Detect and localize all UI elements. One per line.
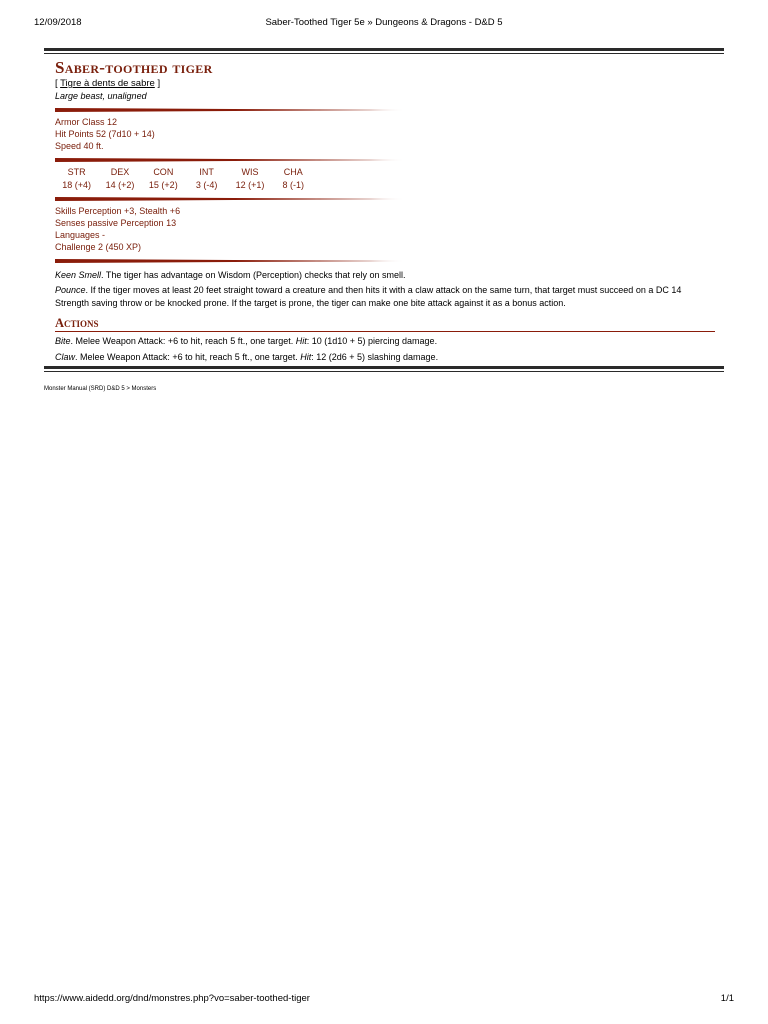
- speed: Speed 40 ft.: [55, 141, 104, 151]
- monster-type: Large beast, unaligned: [55, 91, 147, 101]
- languages: Languages -: [55, 230, 106, 240]
- ability-label: INT: [199, 167, 214, 177]
- actions-heading: Actions: [55, 316, 715, 332]
- ability-value: 18 (+4): [62, 179, 92, 190]
- ability-value: 15 (+2): [148, 179, 178, 190]
- alt-bracket-close: ]: [154, 78, 161, 89]
- ability-label: DEX: [110, 167, 130, 177]
- print-header: [0, 17, 768, 31]
- trait-name: Pounce: [55, 285, 86, 295]
- print-page-number: 1/1: [720, 993, 734, 1004]
- bottom-divider: [44, 366, 724, 372]
- ability-label: CHA: [283, 167, 303, 177]
- hit-points: Hit Points 52 (7d10 + 14): [55, 129, 155, 139]
- action-text: . Melee Weapon Attack: +6 to hit, reach 5 ft., one target.: [75, 352, 301, 362]
- ability-value: 8 (-1): [282, 179, 305, 190]
- monster-name: Saber-toothed tiger: [55, 58, 213, 77]
- action-name: Claw: [55, 352, 76, 362]
- ability-cha: [272, 166, 315, 191]
- print-date: 12/09/2018: [34, 17, 82, 28]
- armor-class: Armor Class 12: [55, 117, 118, 127]
- tapered-rule: [55, 158, 405, 162]
- ability-int: [185, 166, 228, 191]
- action-claw: [55, 351, 715, 364]
- ability-scores: [55, 166, 315, 191]
- trait-text: . The tiger has advantage on Wisdom (Perception) checks that rely on smell.: [101, 270, 406, 280]
- skills: Skills Perception +3, Stealth +6: [55, 206, 181, 216]
- action-hit-label: Hit: [300, 352, 312, 362]
- ability-dex: [98, 166, 141, 191]
- tapered-rule: [55, 108, 405, 112]
- trait-text: . If the tiger moves at least 20 feet straight toward a creature and then hits it with a claw attack on the same turn, that target must succeed on a DC 14 Strength saving throw or be knocked prone. If the target is prone, the tiger can make one bite attack against it as a bonus action.: [55, 285, 682, 308]
- action-name: Bite: [55, 336, 71, 346]
- alt-name-link[interactable]: Tigre à dents de sabre: [60, 78, 155, 89]
- action-bite: [55, 335, 715, 348]
- action-damage: : 10 (1d10 + 5) piercing damage.: [306, 336, 438, 346]
- trait-pounce: [55, 284, 705, 310]
- trait-keen-smell: [55, 269, 705, 282]
- challenge: Challenge 2 (450 XP): [55, 242, 142, 252]
- print-url: https://www.aidedd.org/dnd/monstres.php?vo=saber-toothed-tiger: [34, 993, 310, 1004]
- ability-label: STR: [67, 167, 86, 177]
- ability-str: [55, 166, 98, 191]
- stat-block: [55, 58, 715, 364]
- ability-value: 14 (+2): [105, 179, 135, 190]
- print-footer: [0, 993, 768, 1007]
- ability-value: 3 (-4): [195, 179, 218, 190]
- tapered-rule: [55, 259, 405, 263]
- ability-label: CON: [153, 167, 174, 177]
- action-hit-label: Hit: [295, 336, 307, 346]
- ability-value: 12 (+1): [235, 179, 265, 190]
- action-damage: : 12 (2d6 + 5) slashing damage.: [311, 352, 439, 362]
- ability-label: WIS: [241, 167, 259, 177]
- top-divider: [44, 48, 724, 54]
- source-breadcrumb[interactable]: Monster Manual (SRD) D&D 5 > Monsters: [44, 386, 157, 392]
- action-text: . Melee Weapon Attack: +6 to hit, reach 5 ft., one target.: [70, 336, 296, 346]
- alt-name-line: [55, 78, 715, 90]
- print-title: Saber-Toothed Tiger 5e » Dungeons & Dragons - D&D 5: [265, 17, 503, 28]
- ability-con: [142, 166, 185, 191]
- alt-bracket-open: [: [55, 78, 61, 89]
- ability-wis: [228, 166, 271, 191]
- tapered-rule: [55, 197, 405, 201]
- trait-name: Keen Smell: [55, 270, 102, 280]
- senses: Senses passive Perception 13: [55, 218, 177, 228]
